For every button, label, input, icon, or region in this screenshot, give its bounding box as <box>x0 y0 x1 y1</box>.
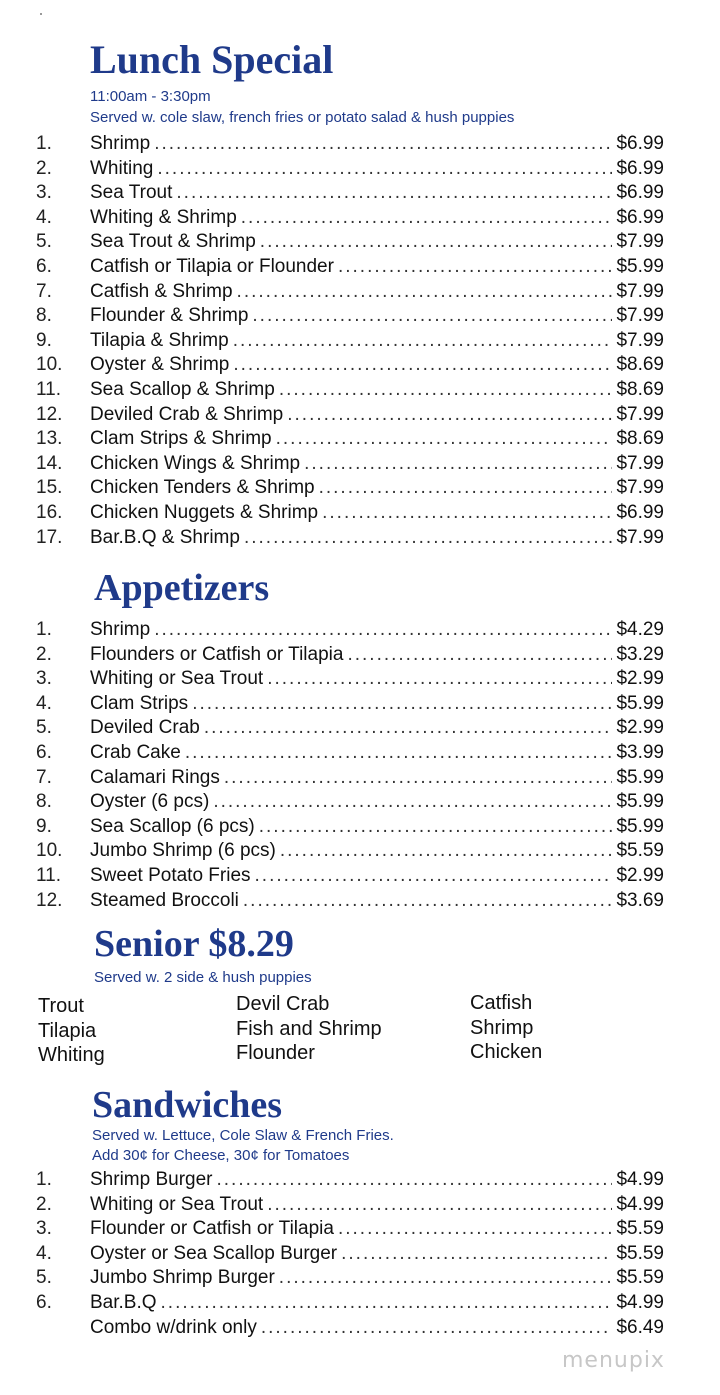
item-line <box>90 230 664 255</box>
sandwiches-served-note: Served w. Lettuce, Cole Slaw & French Fries. <box>92 1127 394 1144</box>
item-line <box>90 353 664 378</box>
item-price: $4.99 <box>616 1193 664 1215</box>
item-number: 3. <box>36 182 52 204</box>
item-price: $6.49 <box>616 1316 664 1338</box>
item-line <box>90 403 664 428</box>
dot-leader <box>255 864 613 889</box>
senior-item: Shrimp <box>470 1016 534 1039</box>
menu-item <box>0 716 720 741</box>
item-line <box>90 378 664 403</box>
item-name: Combo w/drink only <box>90 1316 257 1338</box>
item-line <box>90 280 664 305</box>
item-number: 1. <box>36 619 52 640</box>
menu-item <box>0 1291 720 1316</box>
item-line <box>90 1217 664 1242</box>
menu-item <box>0 304 720 329</box>
lunch-special-list <box>0 132 720 550</box>
item-name: Chicken Nuggets & Shrimp <box>90 501 319 523</box>
menu-item <box>0 1168 720 1193</box>
item-name: Clam Strips & Shrimp <box>90 428 272 450</box>
menu-item <box>0 427 720 452</box>
menu-item <box>0 643 720 668</box>
dot-leader <box>213 790 612 815</box>
menu-item <box>0 452 720 477</box>
item-price: $2.99 <box>616 717 664 739</box>
senior-item: Flounder <box>236 1042 315 1064</box>
item-line <box>90 476 664 501</box>
dot-leader <box>260 230 613 255</box>
item-line <box>90 181 664 206</box>
menu-item <box>0 476 720 501</box>
item-line <box>90 1266 664 1291</box>
item-price: $2.99 <box>616 864 664 886</box>
item-price: $4.99 <box>616 1169 664 1190</box>
item-line <box>90 206 664 231</box>
dot-leader <box>243 889 613 914</box>
item-line <box>90 618 664 643</box>
sandwiches-title: Sandwiches <box>92 1084 283 1126</box>
item-number: 2. <box>36 157 52 179</box>
dot-leader <box>161 1291 613 1316</box>
item-name: Flounder or Catfish or Tilapia <box>90 1218 334 1240</box>
item-price: $7.99 <box>616 526 664 548</box>
appetizers-list <box>0 618 720 913</box>
item-price: $6.99 <box>616 157 664 179</box>
item-line <box>90 790 664 815</box>
item-price: $7.99 <box>616 403 664 425</box>
senior-item: Trout <box>38 995 84 1017</box>
lunch-served-note: Served w. cole slaw, french fries or potato salad & hush puppies <box>90 109 515 126</box>
senior-item: Whiting <box>38 1044 105 1066</box>
item-price: $5.59 <box>616 1242 664 1264</box>
item-number: 5. <box>36 717 52 739</box>
menu-item <box>0 889 720 914</box>
item-name: Shrimp <box>90 133 151 154</box>
senior-item: Catfish <box>470 992 533 1014</box>
senior-item: Devil Crab <box>236 993 330 1015</box>
senior-column-1 <box>38 994 105 1068</box>
item-name: Whiting or Sea Trout <box>90 668 264 690</box>
item-name: Jumbo Shrimp Burger <box>90 1267 275 1289</box>
item-line <box>90 501 664 526</box>
item-price: $4.29 <box>616 619 664 640</box>
item-line <box>90 716 664 741</box>
menu-item <box>0 206 720 231</box>
item-number: 1. <box>36 133 52 154</box>
menu-item <box>0 329 720 354</box>
item-number: 4. <box>36 206 52 228</box>
item-price: $5.59 <box>616 1218 664 1240</box>
item-line <box>90 1168 664 1193</box>
menu-item <box>0 741 720 766</box>
dot-leader <box>237 280 613 305</box>
item-name: Sweet Potato Fries <box>90 864 251 886</box>
item-name: Sea Scallop (6 pcs) <box>90 815 255 837</box>
dot-leader <box>244 526 613 551</box>
item-name: Bar.B.Q & Shrimp <box>90 526 240 548</box>
item-price: $6.99 <box>616 206 664 228</box>
dot-leader <box>224 766 613 791</box>
dot-leader <box>233 329 613 354</box>
item-line <box>90 864 664 889</box>
item-line <box>90 889 664 914</box>
menu-item <box>0 526 720 551</box>
dot-leader <box>279 378 613 403</box>
item-number: 9. <box>36 815 52 837</box>
senior-title: Senior $8.29 <box>94 923 294 965</box>
item-price: $6.99 <box>616 182 664 204</box>
item-name: Whiting & Shrimp <box>90 206 237 228</box>
item-name: Oyster or Sea Scallop Burger <box>90 1242 338 1264</box>
item-line <box>90 1242 664 1267</box>
dot-leader <box>338 255 613 280</box>
item-name: Clam Strips <box>90 692 189 714</box>
item-number: 16. <box>36 501 63 523</box>
item-number: 5. <box>36 1267 52 1289</box>
senior-column-3 <box>470 991 542 1065</box>
dot-leader <box>233 353 612 378</box>
menu-item <box>0 766 720 791</box>
sandwiches-list <box>0 1168 720 1340</box>
item-price: $8.69 <box>616 428 664 450</box>
dot-leader <box>341 1242 612 1267</box>
item-number: 3. <box>36 668 52 690</box>
item-name: Chicken Tenders & Shrimp <box>90 477 315 499</box>
item-name: Chicken Wings & Shrimp <box>90 452 301 474</box>
senior-served-note: Served w. 2 side & hush puppies <box>94 969 312 986</box>
dot-leader <box>267 1193 612 1218</box>
item-name: Crab Cake <box>90 741 181 763</box>
menu-item <box>0 692 720 717</box>
item-number: 3. <box>36 1218 52 1240</box>
dot-leader <box>204 716 613 741</box>
item-price: $3.29 <box>616 643 664 665</box>
menu-item <box>0 1217 720 1242</box>
item-name: Oyster & Shrimp <box>90 354 230 376</box>
item-line <box>90 255 664 280</box>
item-number: 4. <box>36 692 52 714</box>
item-number: 2. <box>36 1193 52 1215</box>
lunch-hours: 11:00am - 3:30pm <box>90 88 211 105</box>
scan-speck <box>40 13 42 15</box>
item-number: 11. <box>36 378 62 400</box>
menu-item <box>0 403 720 428</box>
dot-leader <box>338 1217 613 1242</box>
menu-item <box>0 667 720 692</box>
item-number: 6. <box>36 255 52 277</box>
item-price: $7.99 <box>616 452 664 474</box>
senior-item: Chicken <box>470 1041 543 1063</box>
item-name: Deviled Crab <box>90 717 200 739</box>
menu-item <box>0 790 720 815</box>
item-line <box>90 692 664 717</box>
item-name: Tilapia & Shrimp <box>90 329 229 351</box>
item-price: $5.99 <box>616 255 664 277</box>
item-price: $5.99 <box>616 766 664 788</box>
senior-item: Tilapia <box>38 1019 97 1042</box>
senior-column-2 <box>236 992 382 1066</box>
item-name: Deviled Crab & Shrimp <box>90 403 284 425</box>
item-number: 7. <box>36 280 52 302</box>
item-price: $7.99 <box>616 280 664 302</box>
item-number: 8. <box>36 791 52 813</box>
menu-item <box>0 1316 720 1341</box>
dot-leader <box>252 304 612 329</box>
dot-leader <box>192 692 612 717</box>
item-number: 10. <box>36 840 63 862</box>
dot-leader <box>185 741 613 766</box>
item-number: 15. <box>36 477 63 499</box>
item-line <box>90 304 664 329</box>
item-line <box>90 643 664 668</box>
appetizers-title: Appetizers <box>94 567 270 609</box>
lunch-special-title: Lunch Special <box>90 37 334 82</box>
dot-leader <box>287 403 612 428</box>
senior-item: Fish and Shrimp <box>236 1017 382 1040</box>
item-line <box>90 132 664 157</box>
menupix-watermark: menupix <box>562 1348 665 1373</box>
dot-leader <box>154 618 612 643</box>
item-name: Sea Trout & Shrimp <box>90 231 256 253</box>
item-line <box>90 766 664 791</box>
item-price: $5.99 <box>616 815 664 837</box>
menu-item <box>0 1193 720 1218</box>
menu-item <box>0 1266 720 1291</box>
item-number: 7. <box>36 766 52 788</box>
item-name: Steamed Broccoli <box>90 889 239 911</box>
item-name: Shrimp Burger <box>90 1169 213 1190</box>
item-price: $8.69 <box>616 354 664 376</box>
dot-leader <box>304 452 612 477</box>
item-name: Sea Trout <box>90 182 173 204</box>
item-name: Bar.B.Q <box>90 1291 157 1313</box>
item-number: 6. <box>36 741 52 763</box>
item-line <box>90 1193 664 1218</box>
dot-leader <box>154 132 612 157</box>
menu-item <box>0 1242 720 1267</box>
item-number: 8. <box>36 305 52 327</box>
menu-item <box>0 353 720 378</box>
item-price: $5.59 <box>616 1267 664 1289</box>
item-price: $3.69 <box>616 889 664 911</box>
item-number: 5. <box>36 231 52 253</box>
item-line <box>90 329 664 354</box>
item-price: $8.69 <box>616 378 664 400</box>
item-name: Flounders or Catfish or Tilapia <box>90 643 344 665</box>
item-line <box>90 839 664 864</box>
item-line <box>90 667 664 692</box>
item-number: 4. <box>36 1242 52 1264</box>
dot-leader <box>259 815 613 840</box>
menu-item <box>0 815 720 840</box>
item-price: $5.59 <box>616 840 664 862</box>
item-name: Shrimp <box>90 619 151 640</box>
menu-item <box>0 280 720 305</box>
item-number: 9. <box>36 329 52 351</box>
item-number: 2. <box>36 643 52 665</box>
item-name: Calamari Rings <box>90 766 220 788</box>
item-number: 12. <box>36 403 63 425</box>
item-price: $3.99 <box>616 741 664 763</box>
item-price: $7.99 <box>616 231 664 253</box>
item-number: 12. <box>36 889 63 911</box>
item-name: Sea Scallop & Shrimp <box>90 378 275 400</box>
item-number: 1. <box>36 1169 52 1190</box>
dot-leader <box>276 427 613 452</box>
dot-leader <box>319 476 613 501</box>
item-price: $4.99 <box>616 1291 664 1313</box>
menu-item <box>0 839 720 864</box>
dot-leader <box>261 1316 613 1341</box>
item-name: Flounder & Shrimp <box>90 305 249 327</box>
item-price: $6.99 <box>616 133 664 154</box>
item-name: Oyster (6 pcs) <box>90 791 210 813</box>
menu-item <box>0 255 720 280</box>
menu-item <box>0 181 720 206</box>
menu-item <box>0 132 720 157</box>
menu-item <box>0 157 720 182</box>
item-line <box>90 741 664 766</box>
item-name: Whiting <box>90 157 154 179</box>
menu-item <box>0 501 720 526</box>
item-line <box>90 526 664 551</box>
item-price: $5.99 <box>616 791 664 813</box>
menu-item <box>0 230 720 255</box>
item-line <box>90 452 664 477</box>
sandwiches-addon-note: Add 30¢ for Cheese, 30¢ for Tomatoes <box>92 1147 350 1164</box>
dot-leader <box>157 157 612 182</box>
item-price: $6.99 <box>616 501 664 523</box>
menu-item <box>0 378 720 403</box>
item-number: 17. <box>36 526 63 548</box>
item-line <box>90 157 664 182</box>
item-line <box>90 427 664 452</box>
dot-leader <box>279 1266 613 1291</box>
item-price: $7.99 <box>616 305 664 327</box>
item-number: 14. <box>36 452 63 474</box>
item-name: Jumbo Shrimp (6 pcs) <box>90 840 276 862</box>
item-number: 11. <box>36 864 62 886</box>
dot-leader <box>241 206 613 231</box>
item-name: Whiting or Sea Trout <box>90 1193 264 1215</box>
item-number: 13. <box>36 428 63 450</box>
item-name: Catfish or Tilapia or Flounder <box>90 255 334 277</box>
item-price: $5.99 <box>616 692 664 714</box>
item-number: 6. <box>36 1291 52 1313</box>
item-price: $7.99 <box>616 329 664 351</box>
item-price: $2.99 <box>616 668 664 690</box>
item-name: Catfish & Shrimp <box>90 280 233 302</box>
item-price: $7.99 <box>616 477 664 499</box>
item-line <box>90 1291 664 1316</box>
dot-leader <box>322 501 612 526</box>
dot-leader <box>267 667 612 692</box>
dot-leader <box>280 839 613 864</box>
dot-leader <box>176 181 612 206</box>
dot-leader <box>217 1168 613 1193</box>
item-line <box>90 815 664 840</box>
item-line <box>90 1316 664 1341</box>
dot-leader <box>347 643 612 668</box>
item-number: 10. <box>36 354 63 376</box>
menu-item <box>0 618 720 643</box>
menu-item <box>0 864 720 889</box>
